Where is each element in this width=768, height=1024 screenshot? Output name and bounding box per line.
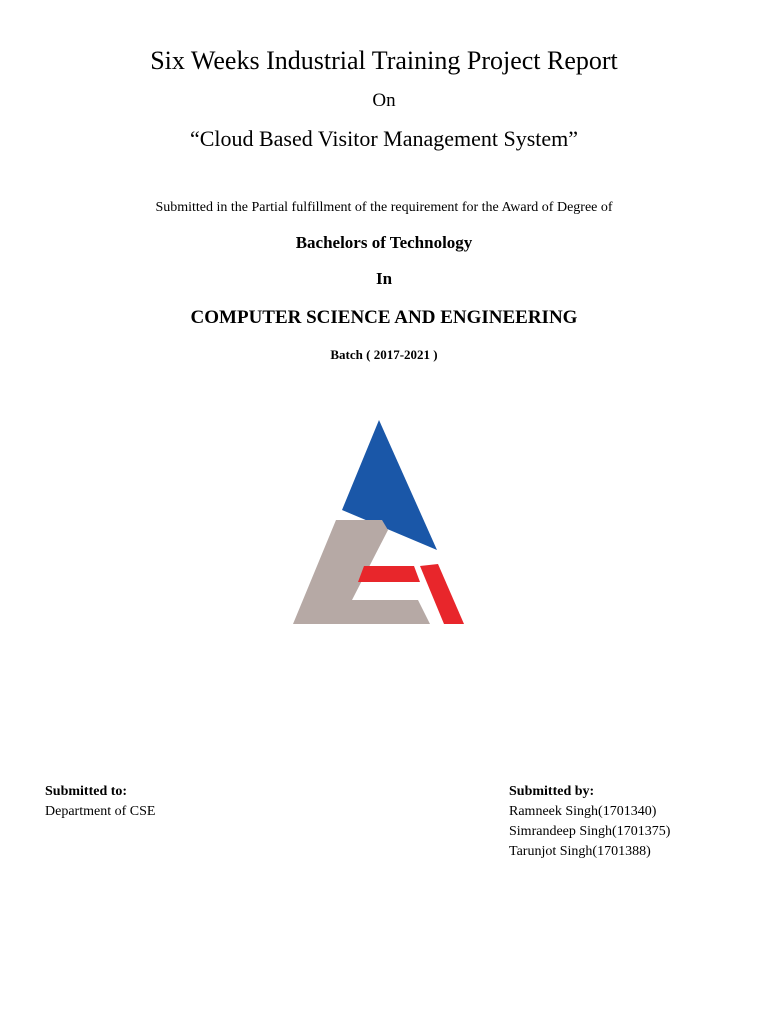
submitted-by-heading: Submitted by: [509, 784, 595, 799]
student-name: Ramneek Singh(1701340) [509, 804, 657, 819]
report-title: Six Weeks Industrial Training Project Report [150, 46, 618, 75]
department-line: Department of CSE [45, 804, 156, 819]
batch-label: Batch ( 2017-2021 ) [330, 347, 438, 362]
logo-red-bar [358, 566, 420, 582]
submitted-to-heading: Submitted to: [45, 784, 128, 799]
fulfillment-statement: Submitted in the Partial fulfillment of the requirement for the Award of Degree of [155, 200, 613, 215]
branch-name: COMPUTER SCIENCE AND ENGINEERING [190, 307, 578, 328]
institute-logo [288, 416, 472, 630]
submitted-to-block [45, 782, 155, 822]
degree-name: Bachelors of Technology [295, 233, 473, 252]
student-name: Tarunjot Singh(1701388) [509, 844, 651, 859]
student-name: Simrandeep Singh(1701375) [509, 824, 671, 839]
on-label: On [372, 90, 396, 111]
in-label: In [375, 269, 393, 288]
submitted-by-block [509, 782, 670, 862]
logo-red-leg [420, 564, 464, 624]
project-title: “Cloud Based Visitor Management System” [189, 126, 579, 151]
